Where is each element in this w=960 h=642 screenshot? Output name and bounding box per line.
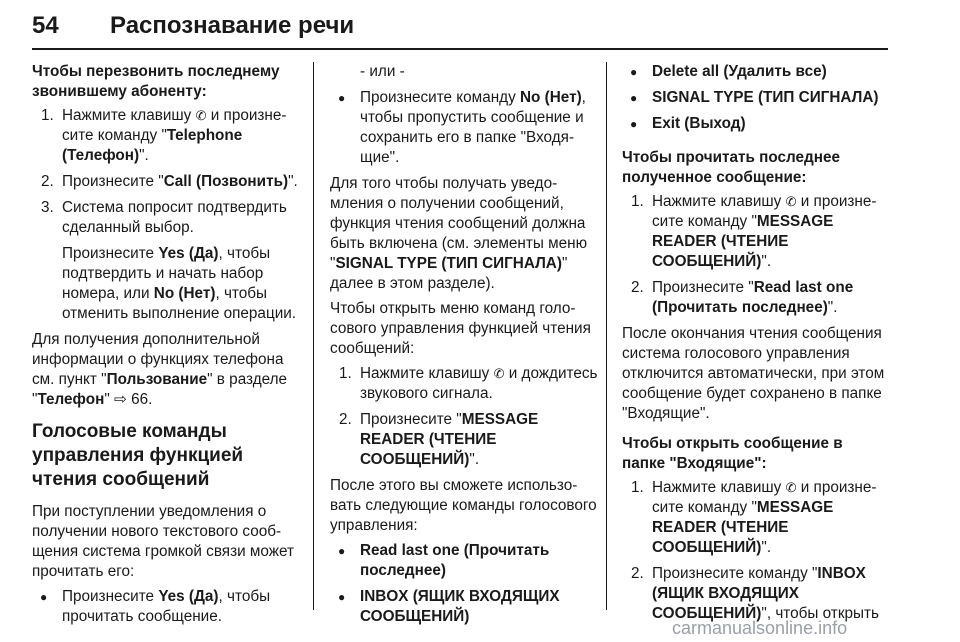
step-number: 1. — [41, 107, 54, 124]
callback-heading: Чтобы перезвонить последнему звонившему абоненту: — [32, 63, 280, 100]
step-text: , чтобы подтвердить и начать набор номера, или — [62, 245, 271, 302]
body-text: " — [104, 391, 115, 408]
command-yes: Yes (Да) — [158, 245, 219, 262]
step-text: Произнесите " — [652, 279, 754, 296]
command-read-last: Read last one (Прочитать последнее) — [652, 279, 854, 316]
command-exit: ● Exit (Выход) — [622, 114, 890, 134]
step-number: 2. — [631, 279, 644, 296]
page-number: 54 — [32, 12, 59, 39]
step-text: Произнесите " — [360, 411, 462, 428]
menu-step-2 — [330, 410, 602, 470]
step-text: ", чтобы открыть — [761, 605, 879, 622]
page-reference-arrow-icon: ⇨ — [114, 391, 127, 408]
read-step-2 — [622, 278, 890, 318]
body-text: " далее в этом разделе). — [330, 255, 568, 292]
page-title: Распознавание речи — [110, 12, 355, 39]
bullet-no — [330, 88, 602, 168]
column-divider-2 — [606, 62, 607, 610]
command-yes: Yes (Да) — [158, 588, 219, 605]
page-header — [32, 12, 888, 52]
step-text: ". — [761, 253, 772, 270]
step-text: ". — [139, 147, 149, 164]
inbox-step-2 — [622, 564, 890, 624]
step-text: , чтобы отменить выполнение операции. — [62, 285, 297, 322]
step-number: 2. — [41, 173, 54, 190]
column-2 — [330, 62, 602, 633]
body-text: Для получения дополнительной информации о функциях телефона см. пункт " — [32, 331, 284, 388]
step-number: 1. — [631, 479, 644, 496]
step-number: 2. — [339, 411, 352, 428]
step-number: 3. — [41, 199, 54, 216]
step-text: и произнесите команду " — [652, 479, 877, 516]
notify-paragraph: При поступлении уведомления о получении нового текстового сообщения система громкой связи может прочитать его: — [32, 503, 294, 580]
command-read-last: ● Read last one (Прочитать последнее) — [330, 541, 602, 581]
read-last-heading: Чтобы прочитать последнее полученное сообщение: — [622, 149, 840, 186]
notification-paragraph — [330, 174, 602, 294]
command-message-reader: MESSAGE READER (ЧТЕНИЕ СООБЩЕНИЙ) — [652, 499, 834, 556]
step-number: 1. — [631, 193, 644, 210]
read-step-1 — [622, 192, 890, 272]
callback-step-1 — [32, 106, 302, 166]
step-text: Нажмите клавишу — [652, 193, 786, 210]
command-no: No (Нет) — [153, 285, 216, 302]
command-signal-type: SIGNAL TYPE (ТИП СИГНАЛА) — [335, 255, 562, 272]
menu-step-1 — [330, 364, 602, 404]
body-text: Для того чтобы получать уведомления о получении сообщений, функция чтения сообщений должна быть включена (см. элементы меню " — [330, 175, 588, 272]
step-text: Система попросит подтвердить сделанный выбор. — [62, 199, 287, 236]
step-text: Произнесите команду " — [652, 565, 818, 582]
step-text: Нажмите клавишу — [360, 365, 494, 382]
step-text: ". — [288, 173, 298, 190]
column-1 — [32, 62, 302, 633]
phone-voice-icon: ✆ — [785, 480, 797, 495]
after-reading-paragraph: После окончания чтения сообщения система голосового управления отключится автоматически, при этом сообщение будет сохранено в папке "Входящие". — [622, 325, 885, 422]
link-telephone: Телефон — [37, 391, 105, 408]
watermark: carmanualsonline.info — [672, 618, 848, 638]
body-text: " в разделе " — [32, 371, 288, 408]
command-inbox: ● INBOX (ЯЩИК ВХОДЯЩИХ СООБЩЕНИЙ) — [330, 587, 602, 627]
inbox-heading: Чтобы открыть сообщение в папке "Входящие": — [622, 435, 843, 472]
step-text: ". — [827, 299, 838, 316]
command-signal-type: ● SIGNAL TYPE (ТИП СИГНАЛА) — [622, 88, 890, 108]
command-call: Call (Позвонить) — [163, 173, 289, 190]
header-rule — [32, 48, 888, 50]
command-no: No (Нет) — [519, 89, 582, 106]
step-text: Произнесите — [62, 245, 159, 262]
column-3 — [622, 62, 890, 630]
commands-intro-paragraph: После этого вы сможете использовать следующие команды голосового управления: — [330, 477, 597, 534]
step-text: ". — [469, 451, 480, 468]
section-heading: Голосовые команды управления функцией чтения сообщений — [32, 421, 244, 490]
command-message-reader: MESSAGE READER (ЧТЕНИЕ СООБЩЕНИЙ) — [652, 213, 834, 270]
step-text: Нажмите клавишу — [62, 107, 196, 124]
page-reference: 66. — [126, 391, 153, 408]
link-usage: Пользование — [106, 371, 208, 388]
bullet-text: Произнесите — [62, 588, 159, 605]
step-number: 2. — [631, 565, 644, 582]
command-telephone: Telephone (Телефон) — [62, 127, 243, 164]
step-text: и произнесите команду " — [652, 193, 877, 230]
bullet-text: , чтобы прочитать сообщение. — [62, 588, 271, 625]
callback-step-3 — [32, 198, 302, 238]
bullet-yes — [32, 587, 302, 627]
open-menu-paragraph: Чтобы открыть меню команд голосового управления функцией чтения сообщений: — [330, 300, 591, 357]
command-delete-all: ● Delete all (Удалить все) — [622, 62, 890, 82]
step-text: и произнесите команду " — [62, 107, 287, 144]
command-message-reader: MESSAGE READER (ЧТЕНИЕ СООБЩЕНИЙ) — [360, 411, 539, 468]
inbox-step-1 — [622, 478, 890, 558]
phone-voice-icon: ✆ — [195, 108, 207, 123]
step-number: 1. — [339, 365, 352, 382]
callback-step-2 — [32, 172, 302, 192]
or-separator: - или - — [360, 63, 405, 80]
phone-voice-icon: ✆ — [785, 194, 797, 209]
command-inbox: INBOX (ЯЩИК ВХОДЯЩИХ СООБЩЕНИЙ) — [652, 565, 866, 622]
step-text: ". — [761, 539, 772, 556]
step-text: Нажмите клавишу — [652, 479, 786, 496]
info-paragraph — [32, 330, 302, 410]
step-text: и дождитесь звукового сигнала. — [360, 365, 598, 402]
bullet-text: , чтобы пропустить сообщение и сохранить его в папке "Входящие". — [360, 89, 586, 166]
bullet-text: Произнесите команду — [360, 89, 520, 106]
column-divider-1 — [313, 62, 314, 610]
phone-voice-icon: ✆ — [493, 366, 505, 381]
callback-step-3-detail — [32, 244, 302, 324]
step-text: Произнесите " — [62, 173, 164, 190]
